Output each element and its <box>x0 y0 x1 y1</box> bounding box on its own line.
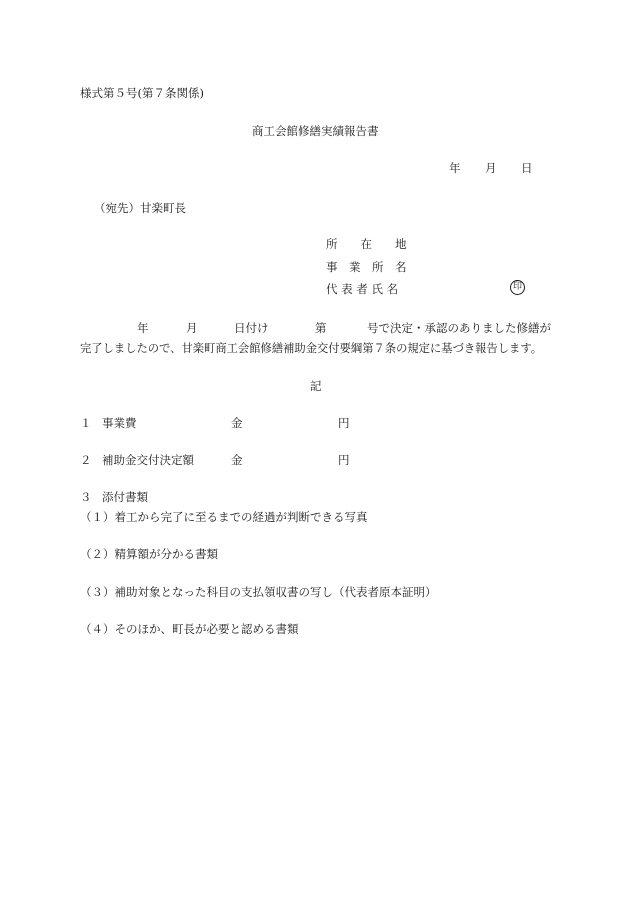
address-label: 所 在 地 <box>326 237 407 251</box>
date-day: 日 <box>521 161 533 175</box>
addressee: （宛先）甘楽町長 <box>94 201 186 215</box>
body-line2: 完了しましたので、甘楽町商工会館修繕補助金交付要綱第７条の規定に基づき報告します。 <box>80 342 543 355</box>
item-label: 補助金交付決定額 <box>102 453 194 467</box>
body-line1-rest: 号で決定・承認のありました修繕が <box>367 321 551 335</box>
item-unit: 円 <box>338 416 350 430</box>
body-year: 年 <box>137 321 149 335</box>
seal-mark: 印 <box>510 280 525 295</box>
date-month: 月 <box>485 161 497 175</box>
representative-label: 代 表 者 氏 名 <box>326 282 399 296</box>
item-label: 事業費 <box>102 416 137 430</box>
body-month: 月 <box>186 321 198 335</box>
attachment-item: （１）着工から完了に至るまでの経過が判断できる写真 <box>80 510 368 524</box>
attachment-item: （２）精算額が分かる書類 <box>80 547 218 561</box>
item-number: ２ <box>80 453 92 467</box>
document-title: 商工会館修繕実績報告書 <box>252 124 379 138</box>
form-number: 様式第５号(第７条関係) <box>80 86 204 100</box>
attachment-item: （３）補助対象となった科目の支払領収書の写し（代表者原本証明） <box>80 585 437 599</box>
ki-heading: 記 <box>310 379 322 393</box>
body-dated: 日付け <box>234 321 269 335</box>
business-name-label: 事 業 所 名 <box>326 260 407 274</box>
item-currency: 金 <box>231 453 243 467</box>
item-currency: 金 <box>231 416 243 430</box>
attachment-item: （４）そのほか、町長が必要と認める書類 <box>80 622 299 636</box>
attachments-heading: 添付書類 <box>102 490 148 504</box>
body-number-prefix: 第 <box>315 321 327 335</box>
item-number: １ <box>80 416 92 430</box>
date-year: 年 <box>449 161 461 175</box>
item-unit: 円 <box>338 453 350 467</box>
attachments-number: ３ <box>80 490 92 504</box>
